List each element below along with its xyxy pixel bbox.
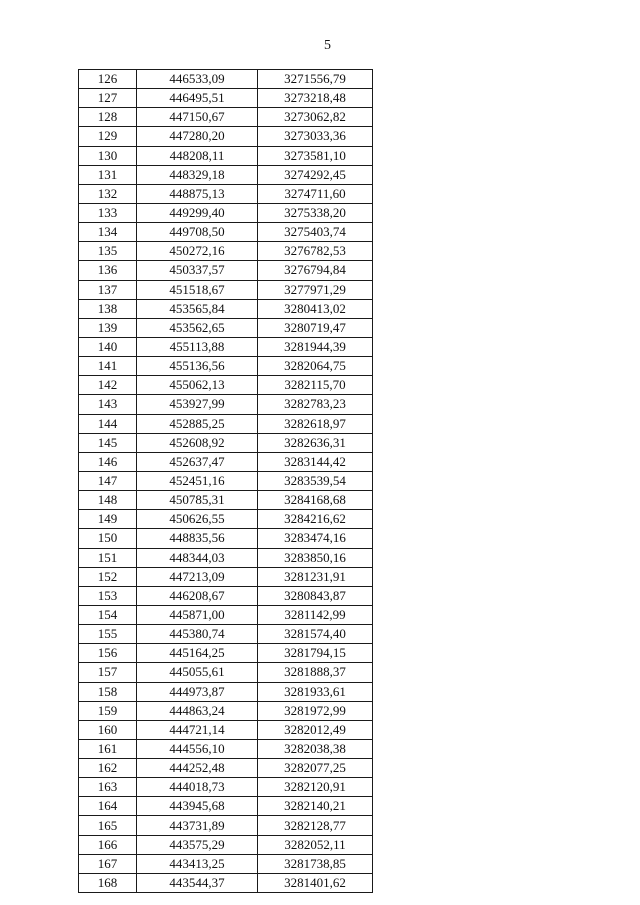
table-row (79, 433, 373, 452)
point-number-cell: 164 (79, 797, 137, 816)
y-coordinate-cell: 3273033,36 (258, 127, 373, 146)
y-coordinate-cell: 3282064,75 (258, 357, 373, 376)
table-row (79, 299, 373, 318)
table-row (79, 108, 373, 127)
y-coordinate-cell: 3271556,79 (258, 70, 373, 89)
table-row (79, 701, 373, 720)
x-coordinate-cell: 446495,51 (137, 89, 258, 108)
x-coordinate-cell: 444556,10 (137, 739, 258, 758)
point-number-cell: 130 (79, 146, 137, 165)
x-coordinate-cell: 452637,47 (137, 452, 258, 471)
y-coordinate-cell: 3282115,70 (258, 376, 373, 395)
y-coordinate-cell: 3281972,99 (258, 701, 373, 720)
y-coordinate-cell: 3273218,48 (258, 89, 373, 108)
table-row (79, 491, 373, 510)
coordinates-table-body (79, 70, 373, 893)
table-row (79, 471, 373, 490)
y-coordinate-cell: 3282052,11 (258, 835, 373, 854)
y-coordinate-cell: 3282012,49 (258, 720, 373, 739)
x-coordinate-cell: 453562,65 (137, 318, 258, 337)
table-row (79, 625, 373, 644)
x-coordinate-cell: 448329,18 (137, 165, 258, 184)
point-number-cell: 166 (79, 835, 137, 854)
x-coordinate-cell: 446533,09 (137, 70, 258, 89)
point-number-cell: 135 (79, 242, 137, 261)
y-coordinate-cell: 3280843,87 (258, 586, 373, 605)
point-number-cell: 167 (79, 854, 137, 873)
y-coordinate-cell: 3281401,62 (258, 873, 373, 892)
x-coordinate-cell: 445055,61 (137, 663, 258, 682)
x-coordinate-cell: 449299,40 (137, 203, 258, 222)
table-row (79, 644, 373, 663)
y-coordinate-cell: 3273062,82 (258, 108, 373, 127)
y-coordinate-cell: 3284216,62 (258, 510, 373, 529)
x-coordinate-cell: 445871,00 (137, 605, 258, 624)
y-coordinate-cell: 3276794,84 (258, 261, 373, 280)
y-coordinate-cell: 3281231,91 (258, 567, 373, 586)
point-number-cell: 161 (79, 739, 137, 758)
y-coordinate-cell: 3276782,53 (258, 242, 373, 261)
y-coordinate-cell: 3277971,29 (258, 280, 373, 299)
table-row (79, 816, 373, 835)
x-coordinate-cell: 446208,67 (137, 586, 258, 605)
table-row (79, 127, 373, 146)
x-coordinate-cell: 448208,11 (137, 146, 258, 165)
x-coordinate-cell: 447150,67 (137, 108, 258, 127)
point-number-cell: 142 (79, 376, 137, 395)
point-number-cell: 152 (79, 567, 137, 586)
page-number: 5 (324, 38, 331, 53)
x-coordinate-cell: 444018,73 (137, 778, 258, 797)
y-coordinate-cell: 3273581,10 (258, 146, 373, 165)
point-number-cell: 154 (79, 605, 137, 624)
table-row (79, 184, 373, 203)
point-number-cell: 140 (79, 337, 137, 356)
table-row (79, 261, 373, 280)
y-coordinate-cell: 3275338,20 (258, 203, 373, 222)
table-row (79, 548, 373, 567)
x-coordinate-cell: 443413,25 (137, 854, 258, 873)
table-row (79, 778, 373, 797)
x-coordinate-cell: 444973,87 (137, 682, 258, 701)
y-coordinate-cell: 3283850,16 (258, 548, 373, 567)
table-row (79, 337, 373, 356)
y-coordinate-cell: 3281944,39 (258, 337, 373, 356)
x-coordinate-cell: 452885,25 (137, 414, 258, 433)
y-coordinate-cell: 3282128,77 (258, 816, 373, 835)
table-row (79, 70, 373, 89)
point-number-cell: 153 (79, 586, 137, 605)
point-number-cell: 127 (79, 89, 137, 108)
x-coordinate-cell: 443544,37 (137, 873, 258, 892)
point-number-cell: 141 (79, 357, 137, 376)
x-coordinate-cell: 450337,57 (137, 261, 258, 280)
table-row (79, 759, 373, 778)
x-coordinate-cell: 448344,03 (137, 548, 258, 567)
point-number-cell: 165 (79, 816, 137, 835)
y-coordinate-cell: 3283539,54 (258, 471, 373, 490)
y-coordinate-cell: 3280719,47 (258, 318, 373, 337)
y-coordinate-cell: 3281574,40 (258, 625, 373, 644)
point-number-cell: 136 (79, 261, 137, 280)
x-coordinate-cell: 453565,84 (137, 299, 258, 318)
point-number-cell: 157 (79, 663, 137, 682)
x-coordinate-cell: 452451,16 (137, 471, 258, 490)
x-coordinate-cell: 445380,74 (137, 625, 258, 644)
x-coordinate-cell: 452608,92 (137, 433, 258, 452)
table-row (79, 280, 373, 299)
point-number-cell: 126 (79, 70, 137, 89)
x-coordinate-cell: 445164,25 (137, 644, 258, 663)
table-row (79, 223, 373, 242)
x-coordinate-cell: 449708,50 (137, 223, 258, 242)
y-coordinate-cell: 3283474,16 (258, 529, 373, 548)
table-row (79, 89, 373, 108)
point-number-cell: 160 (79, 720, 137, 739)
point-number-cell: 158 (79, 682, 137, 701)
point-number-cell: 148 (79, 491, 137, 510)
point-number-cell: 149 (79, 510, 137, 529)
table-row (79, 567, 373, 586)
point-number-cell: 168 (79, 873, 137, 892)
x-coordinate-cell: 451518,67 (137, 280, 258, 299)
x-coordinate-cell: 447280,20 (137, 127, 258, 146)
table-row (79, 395, 373, 414)
x-coordinate-cell: 450626,55 (137, 510, 258, 529)
point-number-cell: 139 (79, 318, 137, 337)
x-coordinate-cell: 450272,16 (137, 242, 258, 261)
table-row (79, 318, 373, 337)
y-coordinate-cell: 3282636,31 (258, 433, 373, 452)
point-number-cell: 151 (79, 548, 137, 567)
table-row (79, 873, 373, 892)
x-coordinate-cell: 443731,89 (137, 816, 258, 835)
x-coordinate-cell: 444252,48 (137, 759, 258, 778)
point-number-cell: 150 (79, 529, 137, 548)
point-number-cell: 143 (79, 395, 137, 414)
y-coordinate-cell: 3282783,23 (258, 395, 373, 414)
point-number-cell: 163 (79, 778, 137, 797)
table-row (79, 605, 373, 624)
point-number-cell: 138 (79, 299, 137, 318)
table-row (79, 203, 373, 222)
point-number-cell: 134 (79, 223, 137, 242)
point-number-cell: 131 (79, 165, 137, 184)
table-row (79, 586, 373, 605)
y-coordinate-cell: 3281794,15 (258, 644, 373, 663)
y-coordinate-cell: 3275403,74 (258, 223, 373, 242)
table-row (79, 854, 373, 873)
y-coordinate-cell: 3282077,25 (258, 759, 373, 778)
table-row (79, 720, 373, 739)
table-row (79, 376, 373, 395)
x-coordinate-cell: 455113,88 (137, 337, 258, 356)
y-coordinate-cell: 3282140,21 (258, 797, 373, 816)
table-row (79, 797, 373, 816)
x-coordinate-cell: 448875,13 (137, 184, 258, 203)
point-number-cell: 146 (79, 452, 137, 471)
y-coordinate-cell: 3281888,37 (258, 663, 373, 682)
table-row (79, 146, 373, 165)
point-number-cell: 128 (79, 108, 137, 127)
y-coordinate-cell: 3281142,99 (258, 605, 373, 624)
point-number-cell: 132 (79, 184, 137, 203)
table-row (79, 510, 373, 529)
point-number-cell: 162 (79, 759, 137, 778)
y-coordinate-cell: 3282120,91 (258, 778, 373, 797)
table-row (79, 357, 373, 376)
table-row (79, 414, 373, 433)
x-coordinate-cell: 448835,56 (137, 529, 258, 548)
x-coordinate-cell: 450785,31 (137, 491, 258, 510)
point-number-cell: 156 (79, 644, 137, 663)
table-row (79, 452, 373, 471)
table-row (79, 529, 373, 548)
point-number-cell: 133 (79, 203, 137, 222)
point-number-cell: 137 (79, 280, 137, 299)
x-coordinate-cell: 453927,99 (137, 395, 258, 414)
x-coordinate-cell: 443575,29 (137, 835, 258, 854)
table-row (79, 682, 373, 701)
point-number-cell: 155 (79, 625, 137, 644)
y-coordinate-cell: 3281738,85 (258, 854, 373, 873)
coordinates-table (78, 69, 373, 893)
y-coordinate-cell: 3282038,38 (258, 739, 373, 758)
y-coordinate-cell: 3274711,60 (258, 184, 373, 203)
x-coordinate-cell: 444721,14 (137, 720, 258, 739)
point-number-cell: 159 (79, 701, 137, 720)
point-number-cell: 147 (79, 471, 137, 490)
point-number-cell: 129 (79, 127, 137, 146)
x-coordinate-cell: 455062,13 (137, 376, 258, 395)
table-row (79, 165, 373, 184)
table-row (79, 663, 373, 682)
table-row (79, 242, 373, 261)
y-coordinate-cell: 3274292,45 (258, 165, 373, 184)
point-number-cell: 144 (79, 414, 137, 433)
y-coordinate-cell: 3281933,61 (258, 682, 373, 701)
y-coordinate-cell: 3284168,68 (258, 491, 373, 510)
table-row (79, 835, 373, 854)
point-number-cell: 145 (79, 433, 137, 452)
x-coordinate-cell: 444863,24 (137, 701, 258, 720)
table-row (79, 739, 373, 758)
x-coordinate-cell: 447213,09 (137, 567, 258, 586)
x-coordinate-cell: 443945,68 (137, 797, 258, 816)
y-coordinate-cell: 3280413,02 (258, 299, 373, 318)
x-coordinate-cell: 455136,56 (137, 357, 258, 376)
y-coordinate-cell: 3283144,42 (258, 452, 373, 471)
y-coordinate-cell: 3282618,97 (258, 414, 373, 433)
